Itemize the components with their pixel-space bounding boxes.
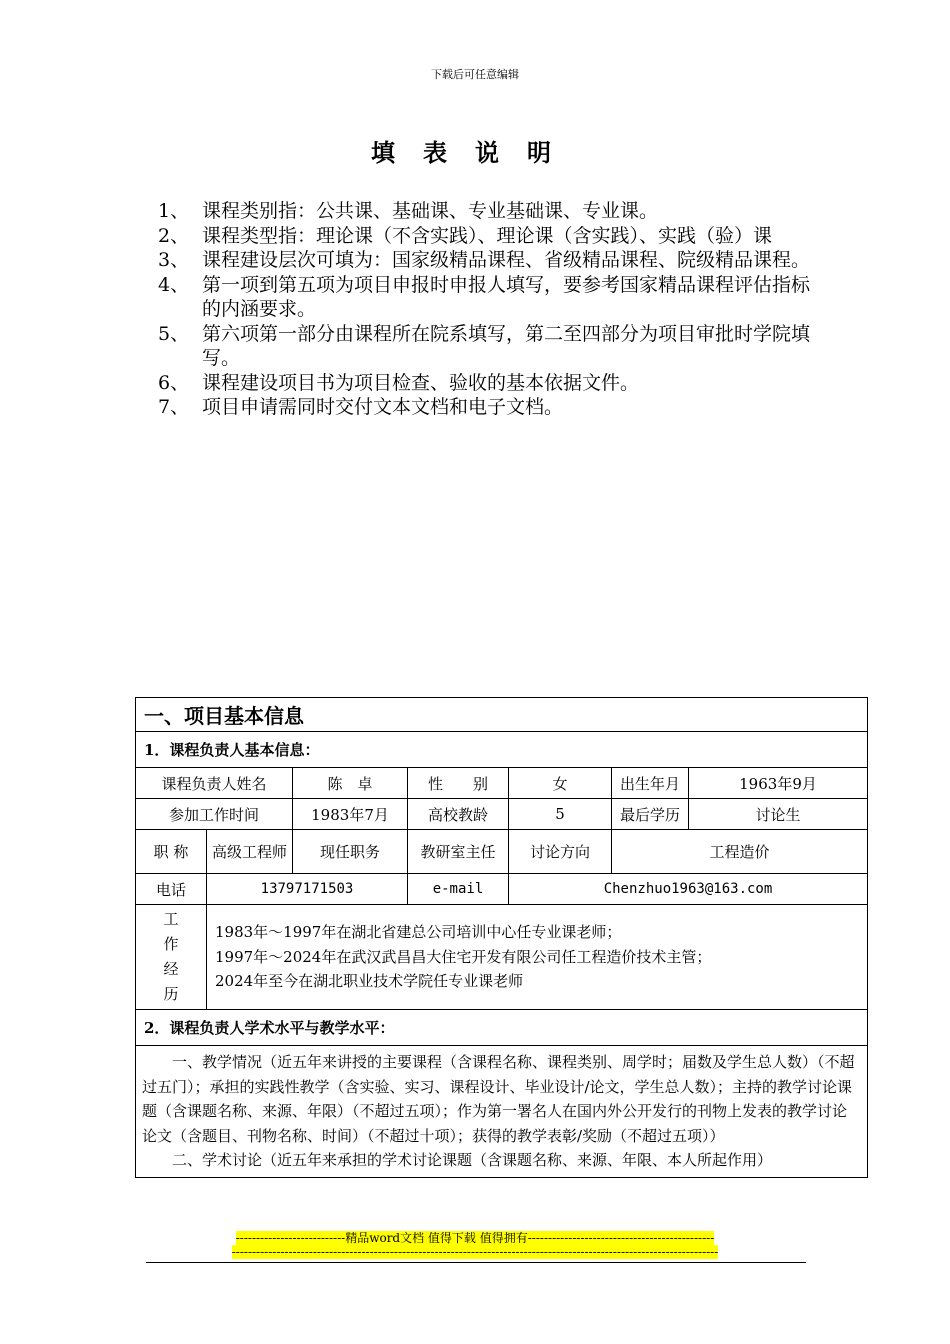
instruction-item [158, 248, 818, 273]
work-history-entry: 1997年～2024年在武汉武昌昌大住宅开发有限公司任工程造价技术主管； [215, 947, 712, 966]
page-title: 填表说明 [371, 138, 579, 167]
instruction-number: 4、 [158, 273, 190, 296]
title-value: 高级工程师 [207, 830, 293, 874]
teaching-age-value: 5 [509, 799, 612, 830]
birth-value: 1963年9月 [689, 768, 868, 799]
duty-label: 现任职务 [293, 830, 408, 874]
instruction-number: 7、 [158, 396, 190, 418]
phone-label: 电话 [136, 874, 207, 905]
duty-value: 教研室主任 [408, 830, 509, 874]
instruction-text: 第六项第一部分由课程所在院系填写，第二至四部分为项目审批时学院填写。 [202, 322, 811, 369]
instruction-text: 第一项到第五项为项目申报时申报人填写，要参考国家精品课程评估指标的内涵要求。 [202, 273, 811, 320]
instruction-item [158, 273, 818, 322]
instruction-item [158, 322, 818, 371]
subsection-title-basic: 1．课程负责人基本信息： [136, 732, 868, 768]
instruction-number: 1、 [158, 200, 190, 222]
instruction-item [158, 395, 818, 420]
title-label: 职 称 [136, 830, 207, 874]
research-paragraph: 二、学术讨论（近五年来承担的学术讨论课题（含课题名称、来源、年限、本人所起作用） [172, 1151, 773, 1169]
gender-label: 性 别 [408, 768, 509, 799]
research-value: 工程造价 [612, 830, 868, 874]
email-value: Chenzhuo1963@163.com [509, 874, 868, 905]
work-history [207, 905, 868, 1010]
work-start-label: 参加工作时间 [136, 799, 293, 830]
instruction-number: 6、 [158, 371, 190, 394]
birth-label: 出生年月 [612, 768, 689, 799]
work-start-value: 1983年7月 [293, 799, 408, 830]
instruction-text: 课程建设项目书为项目检查、验收的基本依据文件。 [202, 371, 640, 394]
instruction-number: 3、 [158, 249, 190, 271]
footer-banner [0, 1229, 950, 1246]
instruction-item [158, 371, 818, 396]
gender-value: 女 [509, 768, 612, 799]
instruction-number: 5、 [158, 322, 190, 345]
work-history-label [136, 905, 207, 1010]
basic-info-table [135, 697, 868, 1178]
section-title: 一、项目基本信息 [136, 698, 868, 732]
email-label: e-mail [408, 874, 509, 905]
work-history-label-char: 工 [163, 910, 179, 928]
footer-divider [146, 1262, 806, 1263]
name-value: 陈 卓 [293, 768, 408, 799]
academic-description [136, 1046, 868, 1178]
instruction-text: 课程建设层次可填为：国家级精品课程、省级精品课程、院级精品课程。 [202, 249, 811, 271]
work-history-label-char: 经 [163, 960, 179, 978]
instruction-number: 2、 [158, 224, 190, 247]
work-history-label-char: 历 [163, 985, 179, 1003]
work-history-entry: 1983年～1997年在湖北省建总公司培训中心任专业课老师； [215, 923, 622, 942]
footer-banner-text: ---------------------------精品word文档 值得下载 值得拥有---------------------------------------------- [235, 1231, 715, 1245]
research-label: 讨论方向 [509, 830, 612, 874]
teaching-age-label: 高校教龄 [408, 799, 509, 830]
instruction-item [158, 199, 818, 224]
instruction-item [158, 224, 818, 249]
instructions-list [158, 199, 818, 420]
footer-banner-dashes [0, 1245, 950, 1259]
instruction-text: 课程类别指：公共课、基础课、专业基础课、专业课。 [202, 200, 659, 222]
work-history-entry: 2024年至今在湖北职业技术学院任专业课老师 [215, 972, 524, 991]
name-label: 课程负责人姓名 [136, 768, 293, 799]
instruction-text: 项目申请需同时交付文本文档和电子文档。 [202, 396, 564, 418]
subsection-title-academic: 2．课程负责人学术水平与教学水平： [136, 1010, 868, 1046]
education-label: 最后学历 [612, 799, 689, 830]
phone-value: 13797171503 [207, 874, 408, 905]
footer-dash-text: ------------------------------------------------------------------------------------------------------------------------ [231, 1245, 719, 1259]
instruction-text: 课程类型指：理论课（不含实践）、理论课（含实践）、实践（验）课 [202, 224, 773, 247]
header-note: 下载后可任意编辑 [431, 68, 519, 81]
work-history-label-char: 作 [163, 935, 179, 953]
education-value: 讨论生 [689, 799, 868, 830]
teaching-paragraph: 一、教学情况（近五年来讲授的主要课程（含课程名称、课程类别、周学时；届数及学生总人数）（不超过五门）；承担的实践性教学（含实验、实习、课程设计、毕业设计/论文，学生总人数）；主持的教学讨论课题（含课题名称、来源、年限）（不超过五项）；作为第一署名人在国内外公开发行的刊物上发表的教学讨论论文（含题目、刊物名称、时间）（不超过十项）；获得的教学表彰/奖励（不超过五项）） [142, 1053, 855, 1145]
